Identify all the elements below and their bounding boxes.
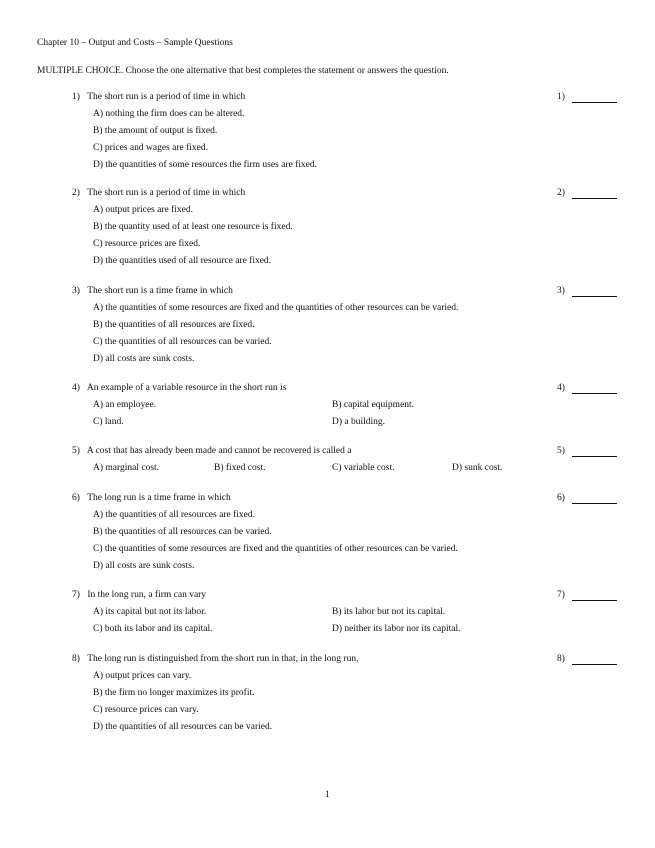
question-number: 6)	[72, 493, 80, 503]
option-d: D) the quantities of some resources the firm uses are fixed.	[93, 160, 317, 170]
answer-blank[interactable]	[572, 600, 617, 601]
question-stem: The short run is a period of time in which	[87, 92, 246, 102]
option-b: B) the amount of output is fixed.	[93, 126, 218, 136]
question-stem: An example of a variable resource in the short run is	[86, 383, 287, 393]
answer-label: 2)	[557, 188, 565, 198]
question-stem: The short run is a period of time in which	[87, 188, 246, 198]
question-number: 3)	[72, 286, 80, 296]
question-number: 1)	[72, 92, 80, 102]
option-c: C) both its labor and its capital.	[93, 624, 213, 634]
answer-blank[interactable]	[572, 102, 617, 103]
option-a: A) output prices are fixed.	[93, 205, 193, 215]
answer-label: 1)	[557, 92, 565, 102]
answer-blank[interactable]	[572, 393, 617, 394]
option-a: A) output prices can vary.	[93, 671, 192, 681]
option-b: B) the firm no longer maximizes its profit.	[93, 688, 255, 698]
question-number: 8)	[72, 654, 80, 664]
question-stem: A cost that has already been made and cannot be recovered is called a	[86, 446, 352, 456]
answer-label: 5)	[557, 446, 565, 456]
question-number: 7)	[72, 590, 80, 600]
option-c: C) land.	[93, 417, 124, 427]
option-b: B) its labor but not its capital.	[332, 607, 446, 617]
answer-label: 7)	[557, 590, 565, 600]
answer-blank[interactable]	[572, 664, 617, 665]
option-b: B) the quantities of all resources are fixed.	[93, 320, 255, 330]
option-d: D) sunk cost.	[452, 463, 503, 473]
option-a: A) nothing the firm does can be altered.	[93, 109, 245, 119]
question-number: 5)	[72, 446, 80, 456]
option-a: A) the quantities of some resources are fixed and the quantities of other resources can be varied.	[93, 303, 459, 313]
option-c: C) the quantities of some resources are fixed and the quantities of other resources can be varied.	[93, 544, 458, 554]
question-stem: In the long run, a firm can vary	[87, 590, 207, 600]
option-c: C) the quantities of all resources can be varied.	[93, 337, 272, 347]
page-number: 1	[325, 790, 330, 800]
option-d: D) neither its labor nor its capital.	[332, 624, 461, 634]
option-d: D) the quantities of all resources can be varied.	[93, 722, 273, 732]
option-a: A) marginal cost.	[93, 463, 160, 473]
option-a: A) an employee.	[93, 400, 157, 410]
question-number: 4)	[72, 383, 80, 393]
question-stem: The long run is a time frame in which	[87, 493, 231, 503]
option-d: D) all costs are sunk costs.	[93, 561, 195, 571]
answer-label: 6)	[557, 493, 565, 503]
answer-label: 8)	[557, 654, 565, 664]
document-header: Chapter 10 – Output and Costs – Sample Questions	[37, 38, 233, 48]
option-a: A) the quantities of all resources are fixed.	[93, 510, 255, 520]
answer-blank[interactable]	[572, 456, 617, 457]
option-d: D) a building.	[332, 417, 386, 427]
option-b: B) the quantities of all resources can be varied.	[93, 527, 272, 537]
option-c: C) resource prices can vary.	[93, 705, 199, 715]
answer-label: 4)	[557, 383, 565, 393]
option-d: D) all costs are sunk costs.	[93, 354, 195, 364]
answer-blank[interactable]	[572, 296, 617, 297]
option-a: A) its capital but not its labor.	[93, 607, 207, 617]
option-c: C) prices and wages are fixed.	[93, 143, 209, 153]
answer-blank[interactable]	[572, 503, 617, 504]
option-b: B) capital equipment.	[332, 400, 415, 410]
question-stem: The short run is a time frame in which	[87, 286, 233, 296]
question-stem: The long run is distinguished from the short run in that, in the long run,	[87, 654, 359, 664]
answer-label: 3)	[557, 286, 565, 296]
option-d: D) the quantities used of all resource are fixed.	[93, 256, 272, 266]
option-c: C) variable cost.	[332, 463, 395, 473]
option-c: C) resource prices are fixed.	[93, 239, 201, 249]
directions: MULTIPLE CHOICE. Choose the one alternative that best completes the statement or answers the question.	[37, 66, 449, 76]
answer-blank[interactable]	[572, 198, 617, 199]
question-number: 2)	[72, 188, 80, 198]
option-b: B) fixed cost.	[214, 463, 266, 473]
option-b: B) the quantity used of at least one resource is fixed.	[93, 222, 293, 232]
